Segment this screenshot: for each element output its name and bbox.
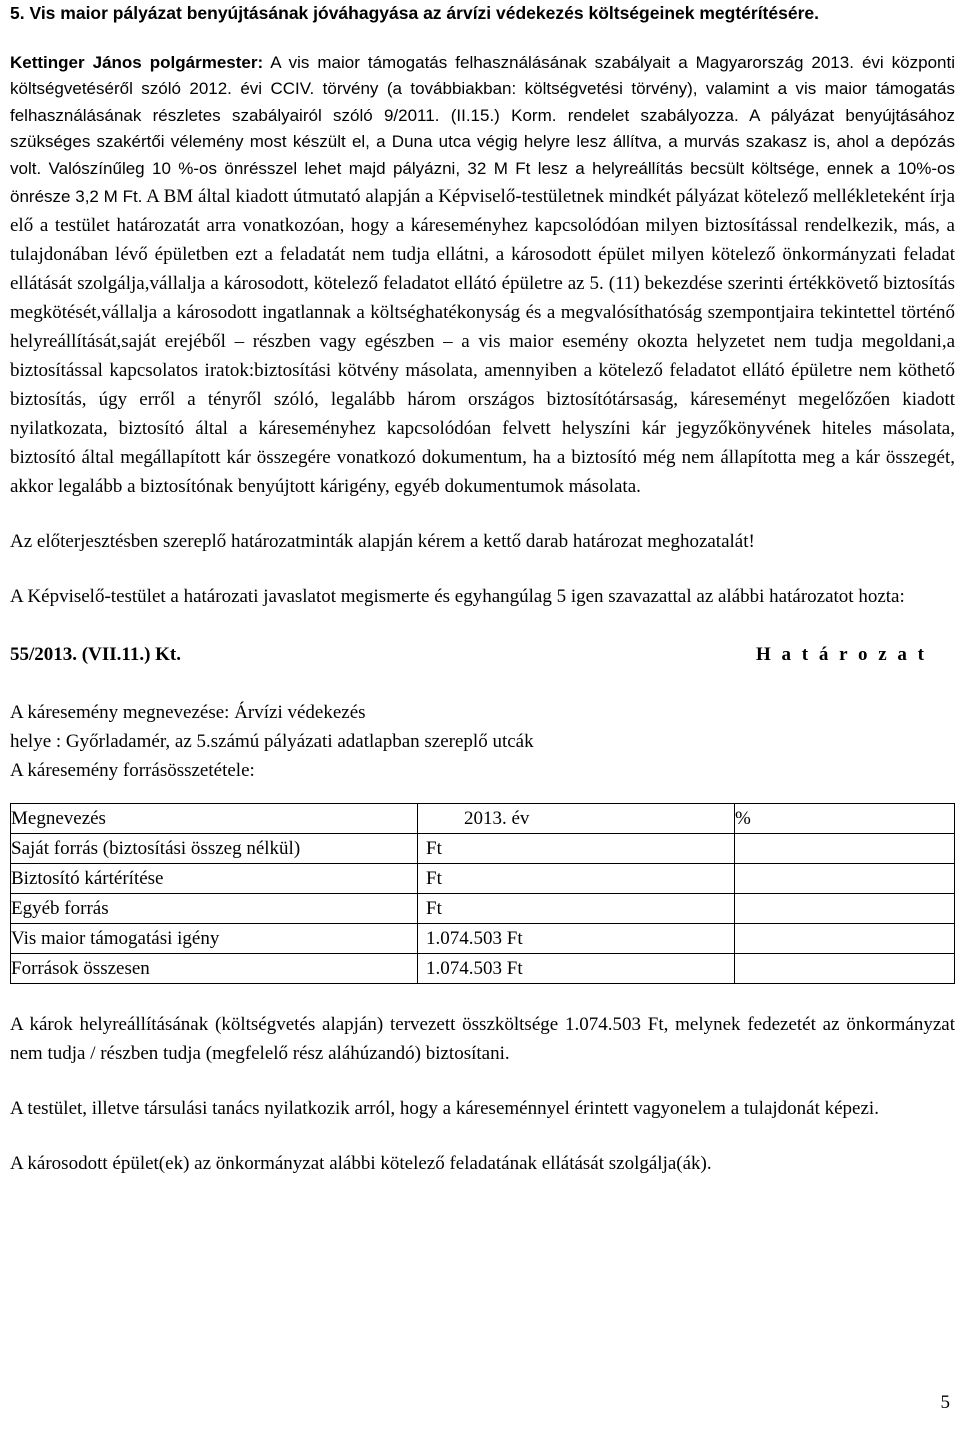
document-page [10, 0, 955, 1178]
speaker-name: Kettinger János polgármester: [10, 52, 264, 72]
duty-paragraph: A károsodott épület(ek) az önkormányzat alábbi kötelező feladatának ellátását szolgálja(ák). [10, 1153, 712, 1174]
resolution-label: H a t á r o z a t [756, 644, 927, 665]
funding-table [10, 803, 955, 984]
vote-paragraph: A Képviselő-testület a határozati javaslatot megismerte és egyhangúlag 5 igen szavazattal az alábbi határozatot hozta: [10, 586, 905, 607]
header-cell: % [735, 804, 955, 834]
mayor-statement [10, 50, 955, 502]
table-cell: Vis maior támogatási igény [11, 924, 418, 954]
table-cell: Egyéb forrás [11, 894, 418, 924]
table-cell [735, 894, 955, 924]
table-row [11, 834, 955, 864]
table-cell: Saját forrás (biztosítási összeg nélkül) [11, 834, 418, 864]
event-name: A káresemény megnevezése: Árvízi védekezés [10, 702, 366, 723]
table-cell: Források összesen [11, 954, 418, 984]
table-cell [735, 954, 955, 984]
table-row [11, 954, 955, 984]
event-place: helye : Győrladamér, az 5.számú pályázati adatlapban szereplő utcák [10, 731, 534, 752]
table-cell [735, 864, 955, 894]
table-row [11, 894, 955, 924]
event-composition: A káresemény forrásösszetétele: [10, 760, 255, 781]
table-header-row [11, 804, 955, 834]
header-cell: Megnevezés [11, 804, 418, 834]
statement-serif-part: A BM által kiadott útmutató alapján a Képviselő-testületnek mindkét pályázat kötelező mellékleteként írja elő a testület határozatát arra vonatkozóan, hogy a káreseményhez kapcsolódóan milyen biztosítással rendelkezik, más, a tulajdonában lévő épületben ezt a feladatát nem tudja ellátni, a károsodott épület milyen kötelező önkormányzati feladat ellátását szolgálja,vállalja a károsodott, kötelező feladatot ellátó épületre az 5. (11) bekezdése szerinti értékkövető biztosítás megkötését,vállalja a károsodott ingatlannak a költséghatékonyság és a megvalósíthatóság szempontjaira tekintettel történő helyreállítását,saját erejéből – részben vagy egészben – a vis maior esemény okozta helyzetet nem tudja megoldani,a biztosítással kapcsolatos iratok:biztosítási kötvény másolata, amennyiben a kötelező feladatot ellátó épületre nem köthető biztosítás, úgy erről a tényről szóló, legalább három országos biztosítótársaság, káreseményt megelőzően kiadott nyilatkozata, biztosító által a káreseményhez kapcsolódóan felvett helyszíni kár jegyzőkönyvének hiteles másolata, biztosító által megállapított kár összegére vonatkozó dokumentum, ha a biztosító még nem állapította meg a kár összegét, akkor legalább a biztosítónak benyújtott kárigény, egyéb dokumentumok másolata. [10, 186, 956, 497]
table-cell: Ft [418, 864, 735, 894]
header-cell: 2013. év [418, 804, 735, 834]
page-number: 5 [940, 1392, 950, 1413]
resolution-header [10, 640, 955, 669]
statement-sans-part: A vis maior támogatás felhasználásának szabályait a Magyarország 2013. évi központi költségvetéséről szóló 2012. évi CCIV. törvény (a továbbiakban: költségvetési törvény), valamint a vis maior támogatás felhasználásának részletes szabályairól szóló 9/2011. (II.15.) Korm. rendelet szabályozza. A pályázat benyújtásához szükséges szakértői vélemény most készült el, a Duna utca végig helyre lesz állítva, a murvás szakasz is, ahol a depózás volt. Valószínűleg 10 %-os önrésszel lehet majd pályázni, 32 M Ft lesz a helyreállítás becsült költsége, ennek a 10%-os önrésze 3,2 M Ft. [10, 52, 955, 206]
table-cell [735, 834, 955, 864]
table-cell: Biztosító kártérítése [11, 864, 418, 894]
table-row [11, 864, 955, 894]
table-cell: Ft [418, 834, 735, 864]
table-cell [735, 924, 955, 954]
ownership-paragraph: A testület, illetve társulási tanács nyilatkozik arról, hogy a káreseménnyel érintett vagyonelem a tulajdonát képezi. [10, 1098, 879, 1119]
resolution-number: 55/2013. (VII.11.) Kt. [10, 644, 181, 665]
table-cell: Ft [418, 894, 735, 924]
table-cell: 1.074.503 Ft [418, 924, 735, 954]
cost-paragraph: A károk helyreállításának (költségvetés alapján) tervezett összköltsége 1.074.503 Ft, melynek fedezetét az önkormányzat nem tudja / részben tudja (megfelelő rész aláhúzandó) biztosítani. [10, 1014, 955, 1064]
section-heading: 5. Vis maior pályázat benyújtásának jóváhagyása az árvízi védekezés költségeinek megtérítésére. [10, 3, 819, 23]
request-paragraph: Az előterjesztésben szereplő határozatminták alapján kérem a kettő darab határozat meghozatalát! [10, 531, 755, 552]
table-row [11, 924, 955, 954]
table-cell: 1.074.503 Ft [418, 954, 735, 984]
